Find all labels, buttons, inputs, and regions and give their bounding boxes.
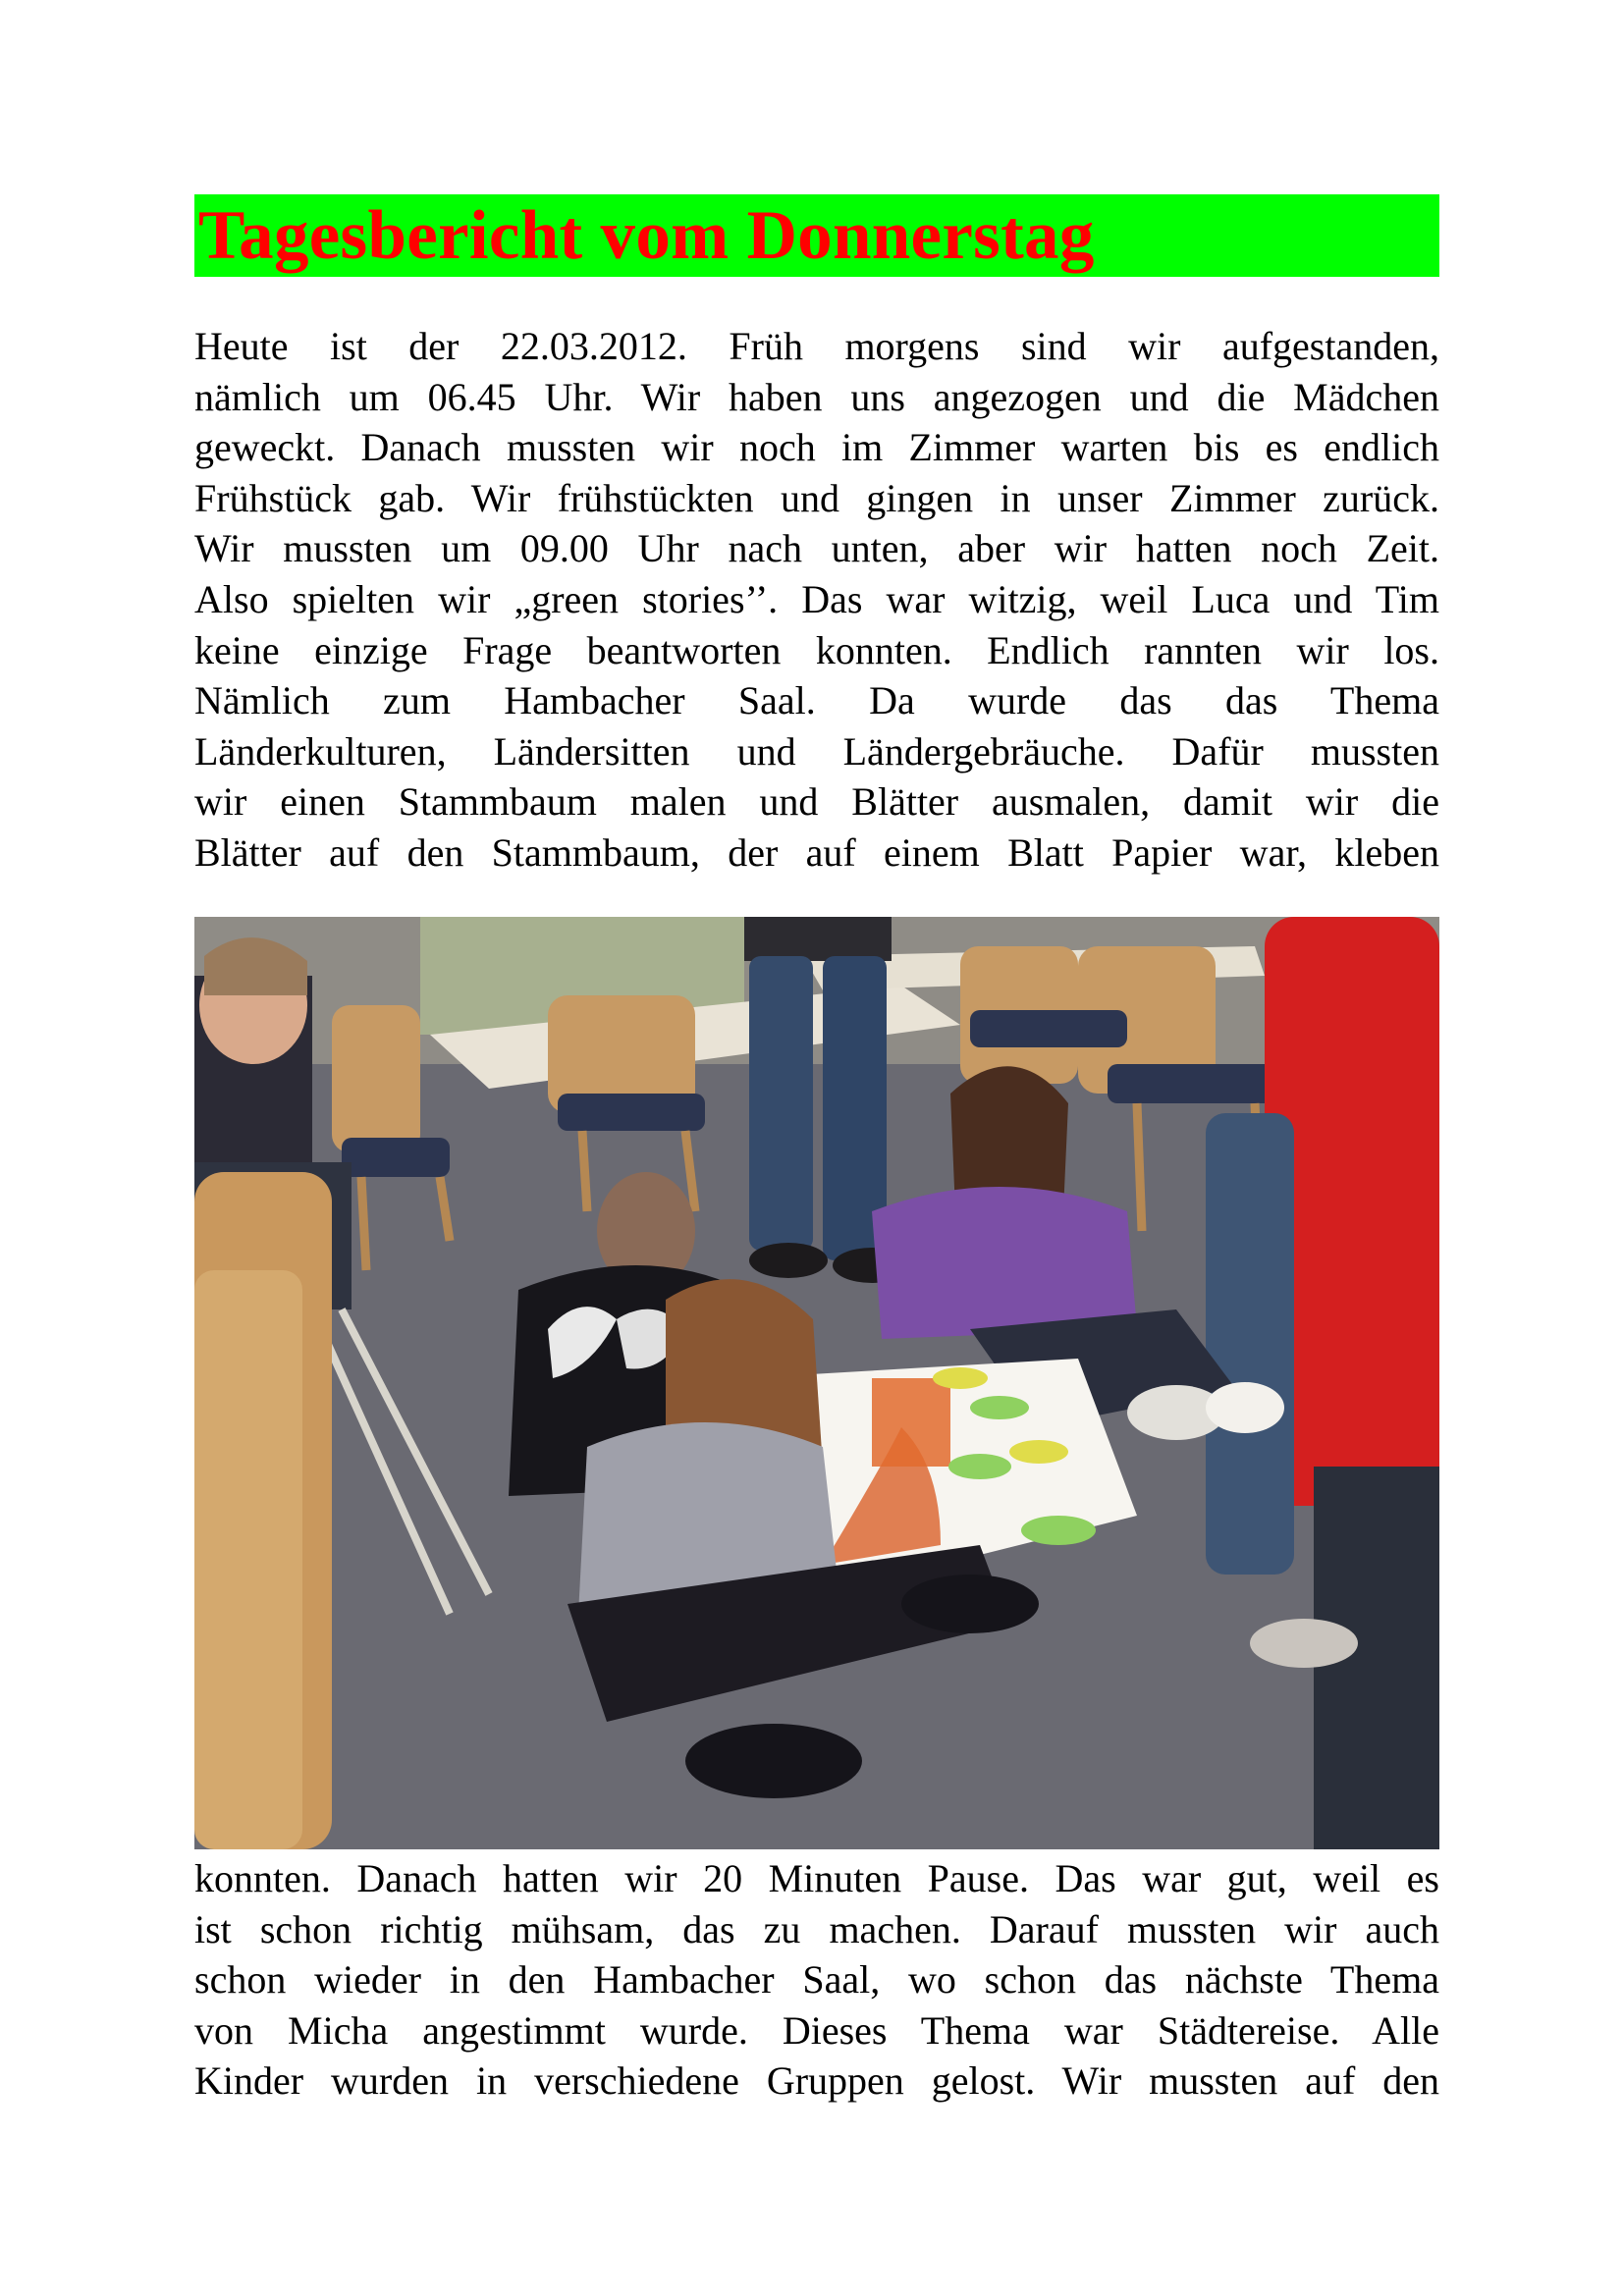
text-line: Blätter auf den Stammbaum, der auf einem Blatt Papier war, kleben [194,829,1439,875]
text-line: ist schon richtig mühsam, das zu machen. Darauf mussten wir auch [194,1906,1439,1951]
page-title: Tagesbericht vom Donnerstag [198,197,1095,274]
report-paragraph-2 [194,1853,1439,2107]
report-paragraph-1 [194,321,1439,879]
text-line: konnten. Danach hatten wir 20 Minuten Pause. Das war gut, weil es [194,1856,1439,1900]
text-line: Nämlich zum Hambacher Saal. Da wurde das das Thema [194,678,1439,723]
text-line: keine einzige Frage beantworten konnten. Endlich rannten wir los. [194,627,1439,672]
text-line: schon wieder in den Hambacher Saal, wo schon das nächste Thema [194,1957,1439,2002]
text-line: Also spielten wir „green stories’’. Das war witzig, weil Luca und Tim [194,576,1439,621]
text-line: Frühstück gab. Wir frühstückten und gingen in unser Zimmer zurück. [194,475,1439,520]
text-line: wir einen Stammbaum malen und Blätter ausmalen, damit wir die [194,779,1439,825]
text-line: Wir mussten um 09.00 Uhr nach unten, aber wir hatten noch Zeit. [194,526,1439,571]
text-line: Heute ist der 22.03.2012. Früh morgens sind wir aufgestanden, [194,324,1439,368]
text-line: nämlich um 06.45 Uhr. Wir haben uns angezogen und die Mädchen [194,374,1439,419]
photo-illustration [194,917,1439,1849]
text-line: geweckt. Danach mussten wir noch im Zimmer warten bis es endlich [194,425,1439,470]
classroom-photo [194,917,1439,1849]
text-line: von Micha angestimmt wurde. Dieses Thema war Städtereise. Alle [194,2007,1439,2053]
text-line: Kinder wurden in verschiedene Gruppen gelost. Wir mussten auf den [194,2058,1439,2104]
text-line: Länderkulturen, Ländersitten und Ländergebräuche. Dafür mussten [194,728,1439,774]
title-highlight [194,194,1439,277]
